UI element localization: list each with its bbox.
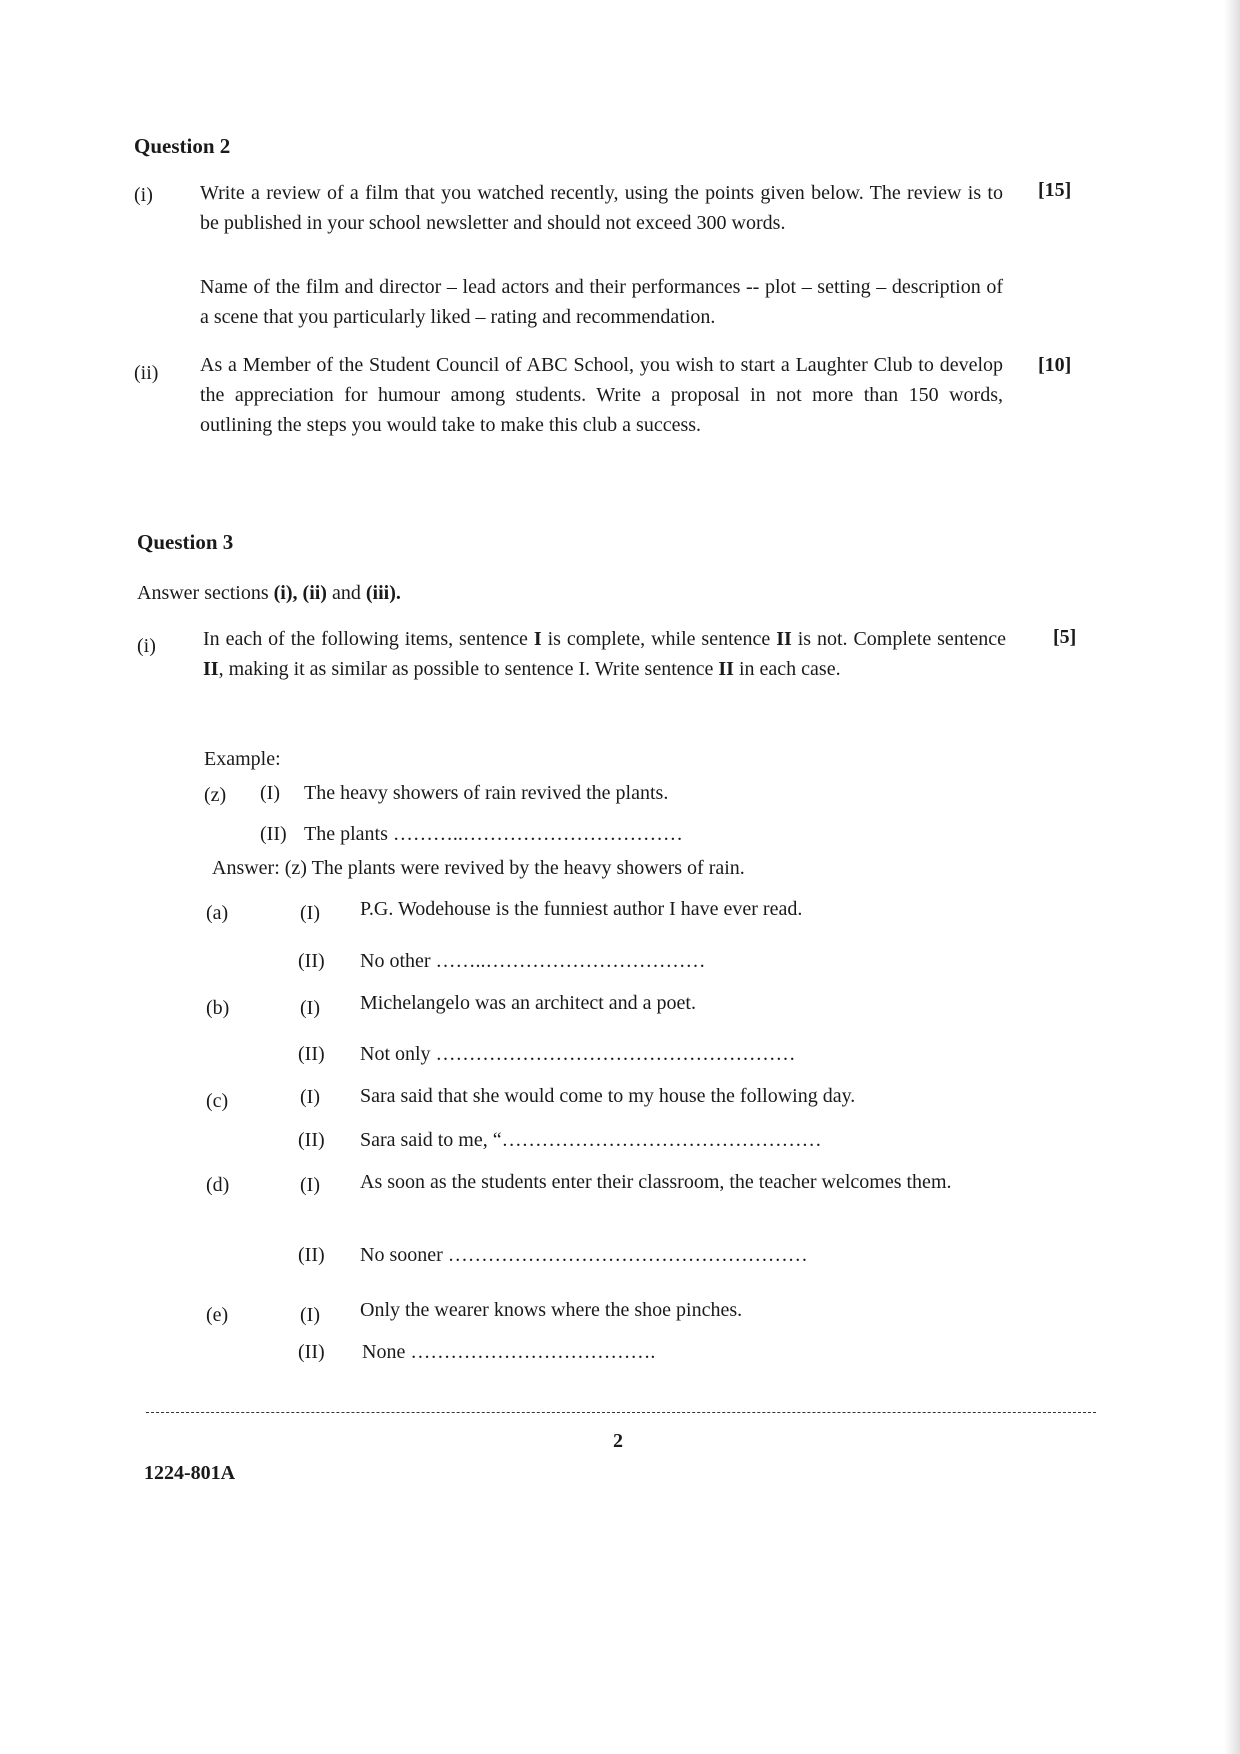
q3-instruction-prefix: Answer sections [137,582,274,604]
q2-ii-text: As a Member of the Student Council of ABC School, you wish to start a Laughter Club to develop the appreciation for humour among students. Write a proposal in not more than 150 words, outlining the steps you would take to make this club a success. [200,354,1003,436]
q3-i-text-2: is complete, while sentence [541,628,777,650]
paper-code: 1224-801A [144,1462,236,1484]
q3-instruction [137,578,401,608]
q3-instruction-ii: (ii) [302,582,327,604]
item-sentence-1: P.G. Wodehouse is the funniest author I have ever read. [360,898,803,920]
item-roman-1: (I) [300,1304,320,1326]
q3-i-number: (i) [137,635,156,657]
q3-i-text-4: , making it as similar as possible to sentence I. Write sentence [218,658,719,680]
item-roman-2: (II) [298,950,325,972]
question-3-heading: Question 3 [137,530,234,554]
q3-i-text [203,624,1006,684]
item-roman-1: (I) [300,997,320,1019]
q3-instruction-and: and [326,582,366,604]
item-roman-1: (I) [300,1086,320,1108]
item-roman-1: (I) [300,902,320,924]
item-sentence-2: No sooner ……………………………………………… [360,1244,808,1266]
q2-i-number: (i) [134,184,153,206]
item-roman-2: (II) [298,1244,325,1266]
item-roman-2: (II) [298,1129,325,1151]
q3-i-sentence-label-2: II [776,628,792,650]
item-roman-1: (I) [300,1174,320,1196]
item-sentence-1: Michelangelo was an architect and a poet. [360,992,696,1014]
example-letter: (z) [204,784,227,806]
example-label: Example: [204,748,281,770]
footer-divider [146,1412,1096,1413]
q3-instruction-iii: (iii). [365,582,401,604]
item-sentence-2: Sara said to me, “………………………………………… [360,1129,822,1151]
q3-i-sentence-label-1: I [533,628,542,650]
item-letter: (e) [206,1304,229,1326]
item-sentence-1: Only the wearer knows where the shoe pinches. [360,1299,743,1321]
q2-ii-marks: [10] [1038,354,1072,376]
item-sentence-2: None ………………………………. [362,1341,656,1363]
item-letter: (d) [206,1174,230,1196]
item-sentence-1: Sara said that she would come to my house the following day. [360,1085,856,1107]
item-sentence-2: Not only ……………………………………………… [360,1043,796,1065]
example-roman-2: (II) [260,823,287,845]
example-answer: Answer: (z) The plants were revived by the heavy showers of rain. [212,857,745,879]
page-number: 2 [613,1430,623,1452]
q3-i-sentence-label-4: II [718,658,734,680]
item-letter: (c) [206,1090,229,1112]
q2-i-points: Name of the film and director – lead actors and their performances -- plot – setting – description of a scene that you particularly liked – rating and recommendation. [200,276,1003,328]
q3-instruction-i: (i), [273,582,298,604]
q2-i-marks: [15] [1038,179,1072,201]
q3-i-marks: [5] [1053,626,1077,648]
example-sentence-2: The plants ………..…………………………… [304,823,683,845]
item-sentence-1: As soon as the students enter their classroom, the teacher welcomes them. [360,1171,952,1193]
item-letter: (b) [206,997,230,1019]
item-roman-2: (II) [298,1043,325,1065]
example-sentence-1: The heavy showers of rain revived the plants. [304,782,669,804]
item-roman-2: (II) [298,1341,325,1363]
q2-i-text: Write a review of a film that you watched recently, using the points given below. The review is to be published in your school newsletter and should not exceed 300 words. [200,182,1003,234]
page-edge [1224,0,1240,1754]
question-2-heading: Question 2 [134,134,231,158]
q3-i-text-5: in each case. [733,658,841,680]
q2-ii-number: (ii) [134,362,159,384]
item-letter: (a) [206,902,229,924]
item-sentence-2: No other ……..…………………………… [360,950,706,972]
q3-i-text-1: In each of the following items, sentence [203,628,534,650]
example-roman-1: (I) [260,782,280,804]
q3-i-sentence-label-3: II [203,658,219,680]
q3-i-text-3: is not. Complete sentence [791,628,1006,650]
